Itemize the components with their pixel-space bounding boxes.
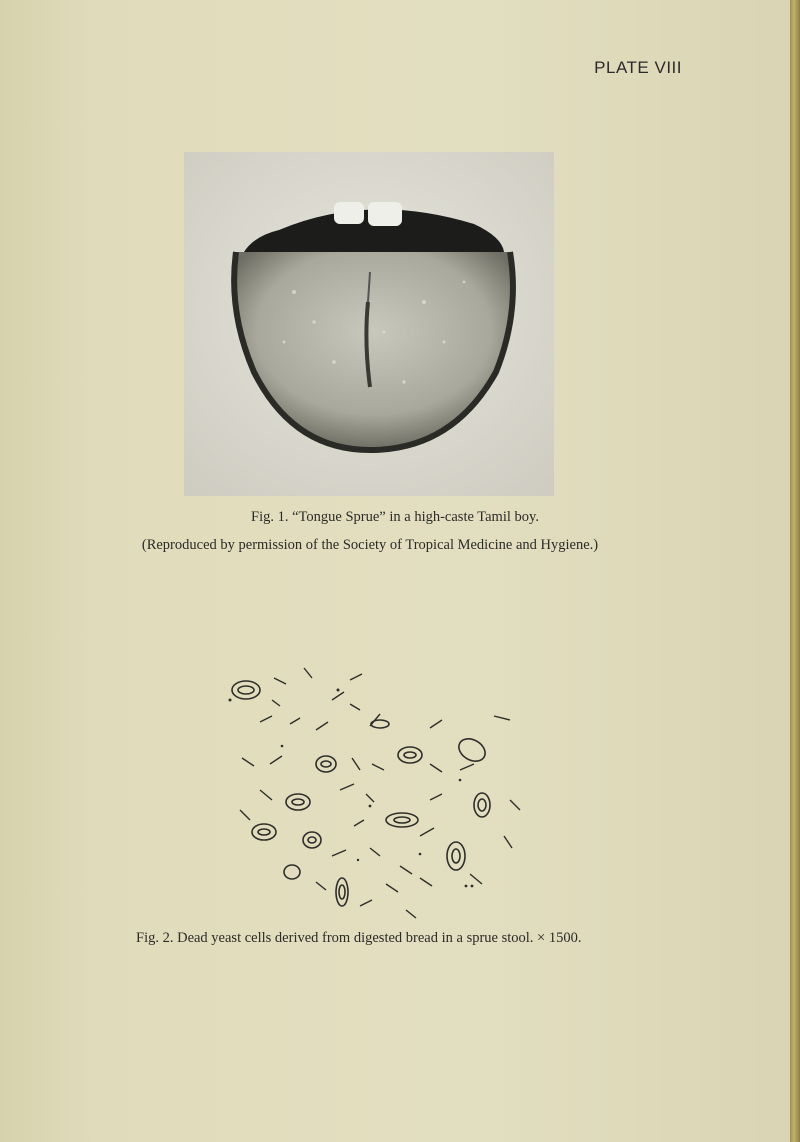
yeast-cells-drawing [220,660,540,920]
figure1-credit: (Reproduced by permission of the Society of Tropical Medicine and Hygiene.) [141,537,599,553]
figure1-caption: Fig. 1. “Tongue Sprue” in a high-caste Tamil boy. [251,509,539,525]
figure2-caption: Fig. 2. Dead yeast cells derived from digested bread in a sprue stool. × 1500. [136,930,582,946]
page-edge [790,0,800,1142]
tongue-photograph [184,152,554,496]
plate-label: PLATE VIII [594,58,682,77]
